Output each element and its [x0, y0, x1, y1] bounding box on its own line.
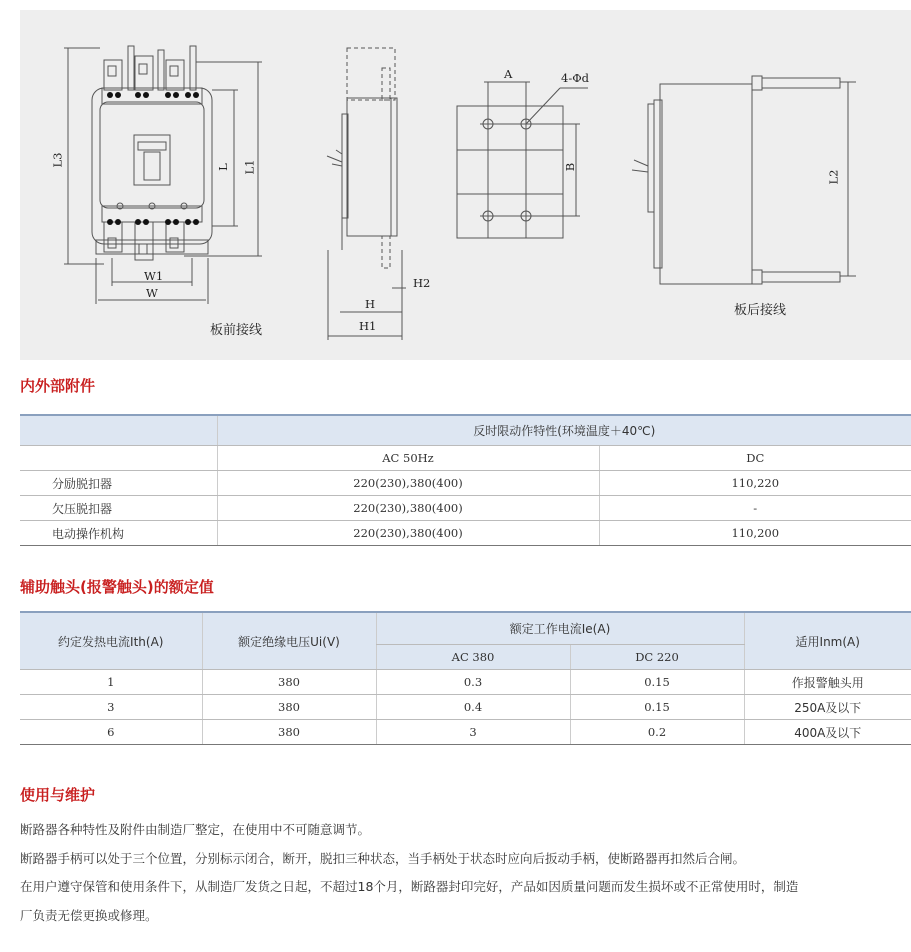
table-row [20, 496, 911, 521]
accessory-ac: 220(230),380(400) [217, 471, 599, 496]
accessories-header-main: 反时限动作特性(环境温度＋40℃) [217, 415, 911, 446]
usage-paragraph: 断路器手柄可以处于三个位置，分别标示闭合，断开，脱扣三种状态，当手柄处于状态时应向后扳动手柄，使断路器再扣然后合闸。 [20, 851, 746, 866]
caption-rear-wiring: 板后接线 [734, 303, 787, 318]
accessories-title: 内外部附件 [20, 377, 96, 395]
table-row [20, 695, 911, 720]
usage-paragraph: 断路器各种特性及附件由制造厂整定，在使用中不可随意调节。 [20, 822, 371, 837]
technical-drawing-panel [20, 10, 911, 360]
accessories-header-row [20, 415, 911, 446]
accessories-subheader-dc: DC [599, 446, 911, 471]
aux-ith: 3 [20, 695, 202, 720]
dim-label-l3: L3 [50, 152, 65, 168]
aux-ith: 6 [20, 720, 202, 745]
caption-front-wiring: 板前接线 [210, 323, 263, 338]
aux-dc: 0.15 [570, 670, 744, 695]
dim-label-a: A [504, 67, 513, 81]
aux-header-ith: 约定发热电流Ith(A) [20, 612, 202, 670]
accessory-dc: 110,220 [599, 471, 911, 496]
dim-label-w1: W1 [144, 269, 164, 283]
accessories-subheader-empty [20, 446, 217, 471]
dim-label-l1: L1 [242, 159, 257, 175]
aux-ui: 380 [202, 670, 376, 695]
aux-header-ac: AC 380 [376, 645, 570, 670]
accessories-subheader-row [20, 446, 911, 471]
aux-header-ui: 额定绝缘电压Ui(V) [202, 612, 376, 670]
aux-header-inm: 适用Inm(A) [744, 612, 911, 670]
aux-inm: 250A及以下 [744, 695, 911, 720]
dim-label-h2: H2 [413, 276, 431, 290]
accessories-header-empty [20, 415, 217, 446]
aux-header-ie: 额定工作电流Ie(A) [376, 612, 744, 645]
accessory-name: 电动操作机构 [20, 521, 217, 546]
dim-label-b: B [563, 162, 578, 172]
table-row [20, 471, 911, 496]
dim-label-l2: L2 [826, 169, 841, 185]
aux-contacts-table [20, 611, 911, 745]
dim-label-hole: 4-Φd [561, 71, 589, 85]
mounting-hole-view [457, 82, 588, 238]
aux-dc: 0.2 [570, 720, 744, 745]
dim-label-h1: H1 [359, 319, 377, 333]
usage-paragraph: 厂负责无偿更换或修理。 [20, 908, 158, 923]
accessories-table [20, 414, 911, 546]
rear-view [632, 76, 856, 284]
aux-contacts-title: 辅助触头(报警触头)的额定值 [20, 578, 214, 596]
accessory-name: 分励脱扣器 [20, 471, 217, 496]
dim-label-h: H [365, 297, 376, 311]
aux-dc: 0.15 [570, 695, 744, 720]
dim-label-l: L [215, 163, 230, 171]
usage-title: 使用与维护 [20, 786, 96, 804]
aux-inm: 400A及以下 [744, 720, 911, 745]
aux-header-row [20, 612, 911, 645]
aux-ith: 1 [20, 670, 202, 695]
table-row [20, 670, 911, 695]
usage-paragraph: 在用户遵守保管和使用条件下，从制造厂发货之日起，不超过18个月，断路器封印完好，产品如因质量问题而发生损坏或不正常使用时，制造 [20, 879, 799, 894]
accessories-subheader-ac: AC 50Hz [217, 446, 599, 471]
aux-ui: 380 [202, 695, 376, 720]
accessory-dc: - [599, 496, 911, 521]
accessory-ac: 220(230),380(400) [217, 496, 599, 521]
aux-header-dc: DC 220 [570, 645, 744, 670]
aux-ac: 3 [376, 720, 570, 745]
accessory-name: 欠压脱扣器 [20, 496, 217, 521]
front-view [64, 46, 262, 304]
dim-label-w: W [146, 286, 158, 300]
table-row [20, 720, 911, 745]
accessory-ac: 220(230),380(400) [217, 521, 599, 546]
aux-ac: 0.3 [376, 670, 570, 695]
table-row [20, 521, 911, 546]
aux-ac: 0.4 [376, 695, 570, 720]
accessory-dc: 110,200 [599, 521, 911, 546]
aux-ui: 380 [202, 720, 376, 745]
aux-inm: 作报警触头用 [744, 670, 911, 695]
